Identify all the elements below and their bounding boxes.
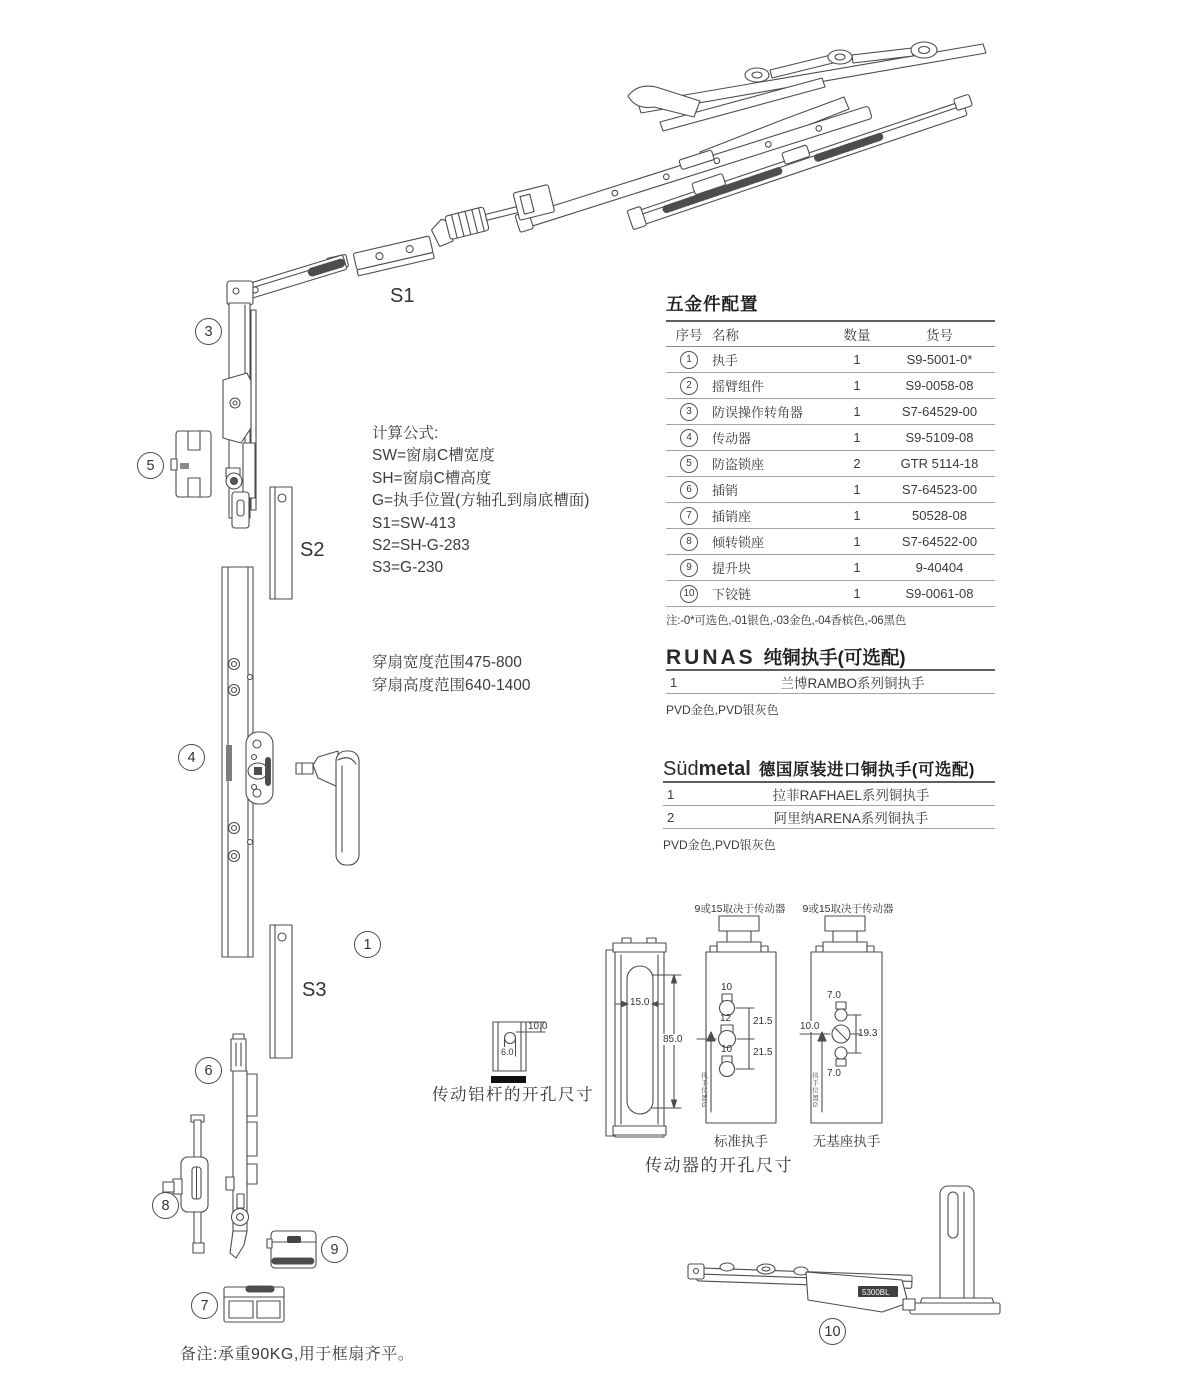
table-header-row <box>666 322 995 347</box>
callout-s2: S2 <box>300 539 325 561</box>
nb-dim-10: 10.0 <box>800 1021 820 1032</box>
sudmetal-handle-row <box>663 783 995 806</box>
callout-part-1: 1 <box>354 931 381 958</box>
sudmetal-handle-section <box>663 756 995 853</box>
row-no-badge: 3 <box>680 403 698 421</box>
callout-part-6: 6 <box>195 1057 222 1084</box>
nb-dim-7-bottom: 7.0 <box>827 1068 841 1079</box>
sash-width-range: 穿扇宽度范围475-800 <box>372 654 522 671</box>
std-dim-10-bottom: 10 <box>721 1044 733 1055</box>
row-no-badge: 7 <box>680 507 698 525</box>
sudmetal-finish-options: PVD金色,PVD银灰色 <box>663 838 776 852</box>
sudmetal-section-title: 德国原装进口铜执手(可选配) <box>758 761 975 779</box>
part-code: 9-40404 <box>915 560 964 575</box>
hardware-table-title: 五金件配置 <box>666 294 759 314</box>
standard-plate-top-note: 9或15取决于传动器 <box>694 903 786 915</box>
callout-s3: S3 <box>302 979 327 1001</box>
table-row <box>666 581 995 607</box>
part-name: 倾转锁座 <box>712 535 765 550</box>
runas-row-no: 1 <box>670 674 678 690</box>
part-qty: 1 <box>853 430 861 445</box>
std-dim-21-5-top: 21.5 <box>753 1016 773 1027</box>
callout-part-9: 9 <box>321 1236 348 1263</box>
sudmetal-row-no: 2 <box>667 809 675 825</box>
row-no-badge: 4 <box>680 429 698 447</box>
part-qty: 1 <box>853 482 861 497</box>
part-name: 下铰链 <box>712 587 752 602</box>
row-no-badge: 8 <box>680 533 698 551</box>
part-code: S7-64522-00 <box>901 534 978 549</box>
sudmetal-row-name: 阿里纳ARENA系列铜执手 <box>773 811 929 826</box>
callout-s1: S1 <box>390 285 415 307</box>
latch-keeper-drawing <box>224 1287 284 1322</box>
bottom-hinge-drawing <box>688 1186 1000 1314</box>
table-row <box>666 555 995 581</box>
nb-dim-19-3: 19.3 <box>858 1028 878 1039</box>
sash-ranges <box>372 651 531 697</box>
callout-part-8: 8 <box>152 1192 179 1219</box>
driver-hole-caption: 传动器的开孔尺寸 <box>645 1156 793 1175</box>
part-qty: 1 <box>853 352 861 367</box>
part-name: 摇臂组件 <box>712 379 765 394</box>
row-no-badge: 5 <box>680 455 698 473</box>
calc-formula-line: S1=SW-413 <box>372 514 456 532</box>
sash-height-range: 穿扇高度范围640-1400 <box>372 677 531 694</box>
rod-dim-6: 6.0 <box>501 1047 514 1057</box>
table-row <box>666 399 995 425</box>
row-no-badge: 1 <box>680 351 698 369</box>
part-name: 防盗锁座 <box>712 457 765 472</box>
profile-height-dim: 85.0 <box>663 1034 683 1045</box>
col-header-no: 序号 <box>675 328 703 343</box>
color-options-note: 注:-0*可选色,-01银色,-03金色,-04香槟色,-06黑色 <box>666 615 907 627</box>
part-code: S7-64529-00 <box>901 404 978 419</box>
part-qty: 1 <box>853 586 861 601</box>
load-capacity-note: 备注:承重90KG,用于框扇齐平。 <box>180 1346 415 1363</box>
part-name: 防误操作转角器 <box>712 405 804 420</box>
hinge-part-marking: 5300BL <box>862 1288 890 1297</box>
callout-part-7: 7 <box>191 1292 218 1319</box>
no-base-plate-top-note: 9或15取决于传动器 <box>802 903 894 915</box>
sudmetal-row-name: 拉菲RAFHAEL系列铜执手 <box>772 788 930 803</box>
table-row <box>666 425 995 451</box>
std-dim-12: 12 <box>720 1013 732 1024</box>
calc-formula-line: SW=窗扇C槽宽度 <box>372 447 495 465</box>
part-qty: 1 <box>853 560 861 575</box>
lock-keeper-drawing <box>171 431 211 497</box>
part-code: S7-64523-00 <box>901 482 978 497</box>
part-name: 插销座 <box>712 509 752 524</box>
part-name: 传动器 <box>712 431 752 446</box>
runas-row-name: 兰博RAMBO系列铜执手 <box>780 676 925 691</box>
calc-formula-line: S2=SH-G-283 <box>372 537 470 555</box>
drive-gear-drawing <box>222 567 273 957</box>
part-qty: 1 <box>853 508 861 523</box>
latch-bolt-drawing <box>226 1034 257 1258</box>
calc-formula-line: G=执手位置(方轴孔到扇底槽面) <box>372 492 590 510</box>
calc-formula-line: S3=G-230 <box>372 559 444 577</box>
sudmetal-handle-row <box>663 806 995 829</box>
runas-handle-row <box>666 671 995 694</box>
part-qty: 2 <box>853 456 861 471</box>
s2-plate-drawing <box>270 487 292 599</box>
part-name: 插销 <box>712 483 739 498</box>
rod-dim-10: 10.0 <box>528 1021 548 1032</box>
callout-part-4: 4 <box>178 744 205 771</box>
no-base-handle-caption: 无基座执手 <box>812 1134 881 1149</box>
std-dim-10-top: 10 <box>721 982 733 993</box>
part-name: 执手 <box>712 353 739 368</box>
callout-part-3: 3 <box>195 318 222 345</box>
table-row <box>666 347 995 373</box>
std-dim-21-5-bottom: 21.5 <box>753 1047 773 1058</box>
col-header-code: 货号 <box>926 328 953 343</box>
std-axis-label: 执手位置G <box>700 1072 707 1109</box>
calc-formulas-title: 计算公式: <box>372 425 439 442</box>
part-code: S9-0061-08 <box>905 586 974 601</box>
row-no-badge: 6 <box>680 481 698 499</box>
table-row <box>666 477 995 503</box>
standard-handle-caption: 标准执手 <box>714 1134 768 1149</box>
col-header-qty: 数量 <box>843 328 871 343</box>
row-no-badge: 10 <box>680 585 698 603</box>
col-header-name: 名称 <box>712 328 739 343</box>
callout-part-10: 10 <box>819 1318 846 1345</box>
part-qty: 1 <box>853 404 861 419</box>
sudmetal-logo: Südmetal <box>663 758 751 780</box>
part-code: GTR 5114-18 <box>900 456 979 471</box>
handle-drawing <box>296 751 359 865</box>
scissor-stay-drawing <box>428 42 986 247</box>
rod-hole-caption: 传动铝杆的开孔尺寸 <box>432 1086 594 1104</box>
nb-dim-7-top: 7.0 <box>827 990 841 1001</box>
callout-part-5: 5 <box>137 452 164 479</box>
s1-plate-drawing <box>353 236 434 276</box>
s3-plate-drawing <box>270 925 292 1058</box>
runas-logo: RUNAS <box>666 646 756 669</box>
part-code: S9-5109-08 <box>905 430 974 445</box>
table-row <box>666 503 995 529</box>
sudmetal-row-no: 1 <box>667 786 675 802</box>
row-no-badge: 2 <box>680 377 698 395</box>
table-row <box>666 373 995 399</box>
calc-formulas <box>372 423 589 580</box>
part-qty: 1 <box>853 378 861 393</box>
table-row <box>666 451 995 477</box>
part-qty: 1 <box>853 534 861 549</box>
profile-width-dim: 15.0 <box>630 997 650 1008</box>
part-code: S9-5001-0* <box>906 352 973 367</box>
row-no-badge: 9 <box>680 559 698 577</box>
part-code: S9-0058-08 <box>905 378 974 393</box>
runas-section-title: 纯铜执手(可选配) <box>763 647 906 668</box>
nb-axis-label: 执手位置G <box>811 1072 818 1109</box>
runas-finish-options: PVD金色,PVD银灰色 <box>666 703 779 717</box>
calc-formula-line: SH=窗扇C槽高度 <box>372 469 492 487</box>
runas-handle-section <box>666 644 995 718</box>
part-code: 50528-08 <box>912 508 967 523</box>
part-name: 提升块 <box>712 561 752 576</box>
table-row <box>666 529 995 555</box>
lift-block-drawing <box>267 1231 316 1268</box>
tilt-keeper-drawing <box>163 1115 208 1253</box>
hardware-config-table <box>666 291 995 628</box>
